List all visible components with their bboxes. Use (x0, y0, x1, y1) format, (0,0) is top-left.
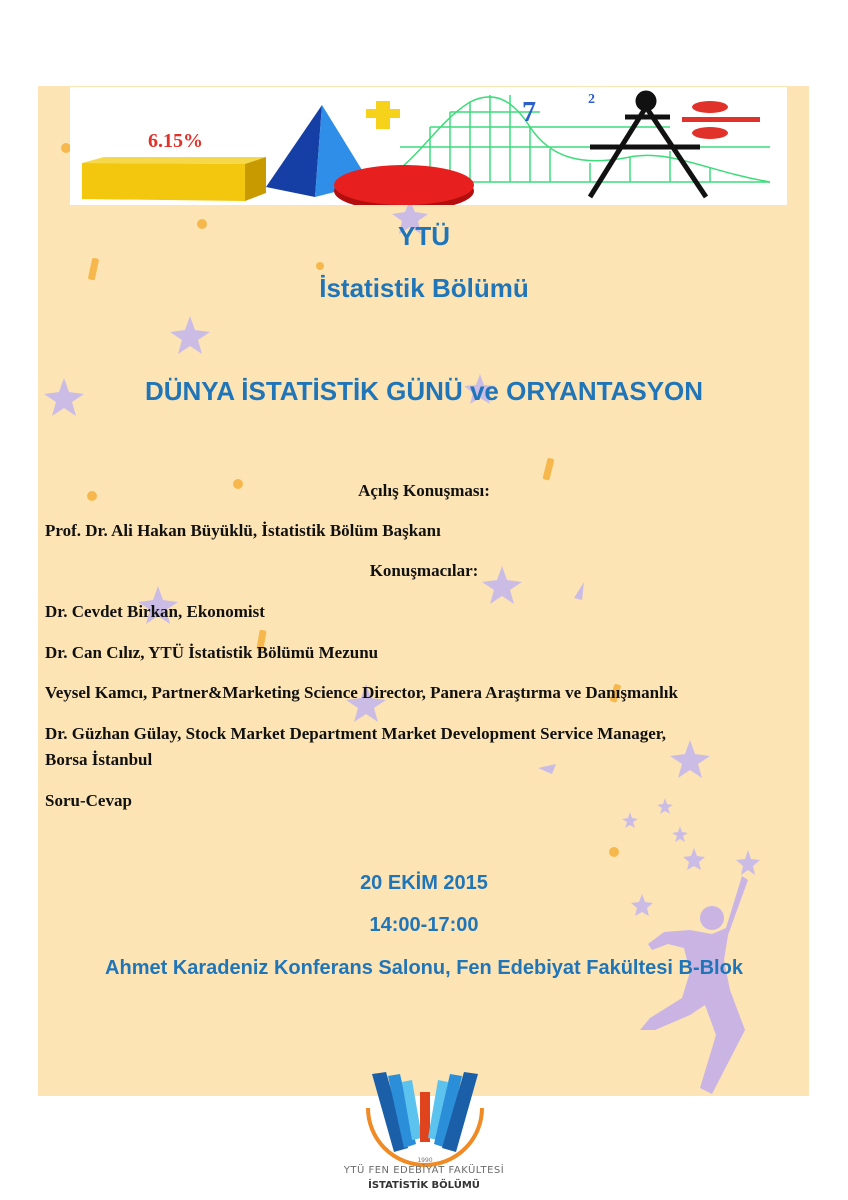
star-icon (170, 316, 210, 354)
event-title: DÜNYA İSTATİSTİK GÜNÜ ve ORYANTASYON (144, 376, 704, 406)
logo-faculty-text: YTÜ FEN EDEBİYAT FAKÜLTESİ (343, 1165, 505, 1176)
star-icon (672, 826, 688, 842)
star-icon (670, 740, 710, 778)
dancer-illustration (640, 876, 748, 1094)
speaker-item: Dr. Can Cılız, YTÜ İstatistik Bölümü Mezunu (45, 643, 379, 662)
star-icon (538, 764, 556, 774)
event-venue: Ahmet Karadeniz Konferans Salonu, Fen Edebiyat Fakültesi B-Blok (105, 957, 743, 979)
star-icon (622, 812, 638, 828)
division-icon (682, 101, 760, 139)
department-heading: İstatistik Bölümü (319, 273, 529, 303)
logo-department-text: İSTATİSTİK BÖLÜMÜ (368, 1180, 480, 1191)
power-base-label: 7 (522, 97, 536, 128)
opening-label: Açılış Konuşması: (358, 481, 490, 500)
speakers-label: Konuşmacılar: (369, 561, 479, 580)
speaker-item: Dr. Güzhan Gülay, Stock Market Department Market Development Service Manager, (45, 724, 667, 743)
plus-marker-icon (366, 101, 400, 129)
box-icon (82, 157, 266, 201)
event-date: 20 EKİM 2015 (360, 872, 488, 894)
speaker-item: Dr. Cevdet Birkan, Ekonomist (45, 602, 265, 621)
opening-speaker: Prof. Dr. Ali Hakan Büyüklü, İstatistik Bölüm Başkanı (45, 521, 441, 540)
percent-label: 6.15% (148, 130, 203, 152)
speaker-item: Veysel Kamcı, Partner&Marketing Science Director, Panera Araştırma ve Danışmanlık (45, 683, 678, 702)
university-heading: YTÜ (398, 221, 450, 251)
logo-year: 1990 (417, 1157, 433, 1164)
speaker-item-continued: Borsa İstanbul (45, 750, 153, 769)
star-icon (683, 848, 705, 870)
dot-icon (609, 847, 619, 857)
power-exponent-label: 2 (588, 92, 595, 107)
star-icon (574, 582, 584, 600)
star-icon (631, 894, 653, 916)
closing-session: Soru-Cevap (45, 791, 132, 810)
dot-icon (316, 262, 324, 270)
disk-icon (334, 165, 474, 205)
banner-illustration (70, 87, 787, 205)
event-time: 14:00-17:00 (369, 914, 479, 936)
star-icon (657, 798, 673, 814)
math-shapes-graphic (70, 87, 787, 205)
book-icon (372, 1072, 478, 1152)
